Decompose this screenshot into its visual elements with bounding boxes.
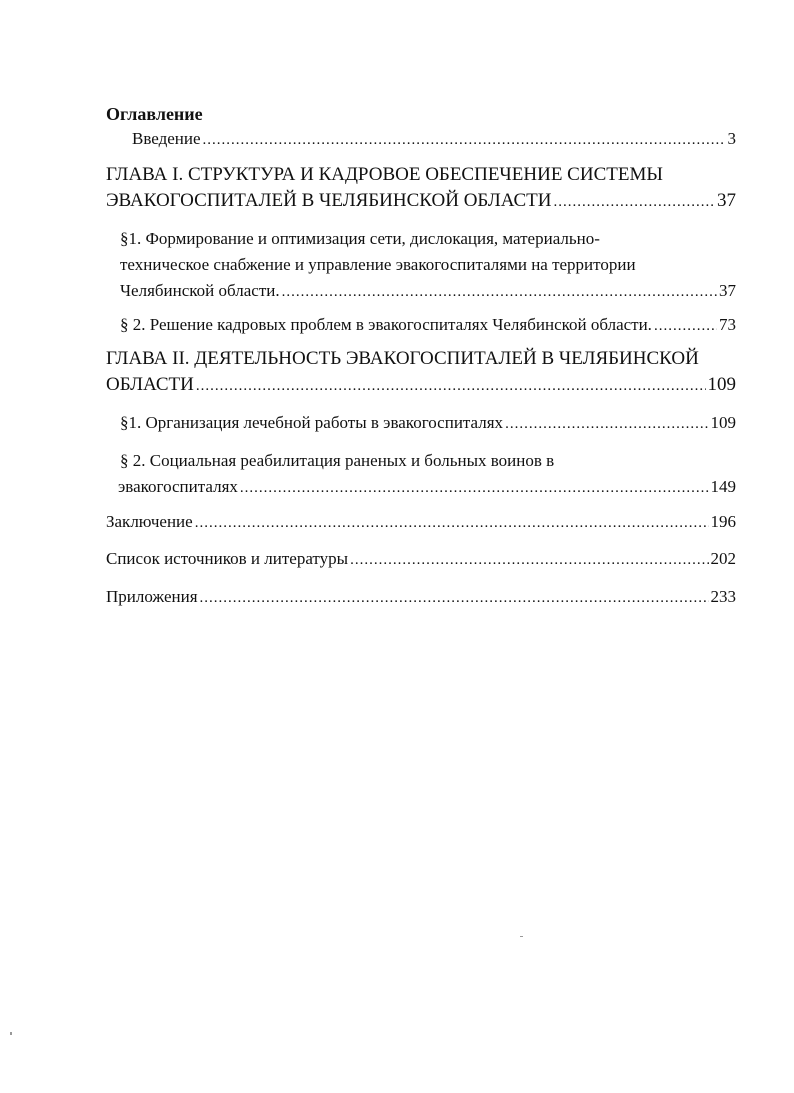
toc-entry-conclusion[interactable] <box>106 509 736 536</box>
toc-entry-section-2-2[interactable] <box>120 448 736 501</box>
toc-entry-title: Заключение <box>106 512 193 531</box>
toc-entry-section-1-1[interactable] <box>120 226 736 305</box>
toc-page-number: 149 <box>710 477 736 496</box>
toc-entry-introduction[interactable] <box>132 126 736 153</box>
toc-leader-dots <box>195 509 709 536</box>
toc-page-number: 109 <box>707 374 736 395</box>
toc-page-number: 202 <box>710 549 736 568</box>
toc-entry-title-line: ГЛАВА I. СТРУКТУРА И КАДРОВОЕ ОБЕСПЕЧЕНИЕ СИСТЕМЫ <box>106 164 663 185</box>
toc-entry-title-line: §1. Формирование и оптимизация сети, дислокация, материально- <box>120 229 600 248</box>
toc-page-number: 233 <box>710 587 736 606</box>
toc-leader-dots <box>505 410 708 437</box>
toc-entry-bibliography[interactable] <box>106 546 736 573</box>
toc-entry-section-2-1[interactable] <box>120 410 736 437</box>
toc-page-number: 73 <box>719 315 736 334</box>
toc-leader-dots <box>196 372 706 399</box>
toc-leader-dots <box>240 474 709 501</box>
toc-entry-title-line: эвакогоспиталях <box>118 477 238 496</box>
toc-entry-title-line: ЭВАКОГОСПИТАЛЕЙ В ЧЕЛЯБИНСКОЙ ОБЛАСТИ <box>106 190 552 211</box>
toc-entry-title-line: техническое снабжение и управление эвакогоспиталями на территории <box>120 255 636 274</box>
toc-entry-title: Введение <box>132 129 201 148</box>
scan-speck <box>10 1032 12 1035</box>
toc-leader-dots <box>654 312 717 339</box>
toc-leader-dots <box>554 188 715 215</box>
toc-page-number: 3 <box>727 129 736 148</box>
toc-entry-title-line: § 2. Социальная реабилитация раненых и больных воинов в <box>120 451 555 470</box>
toc-entry-section-1-2[interactable] <box>120 312 736 339</box>
toc-entry-title: Приложения <box>106 587 198 606</box>
toc-heading: Оглавление <box>106 104 203 124</box>
toc-leader-dots <box>200 584 709 611</box>
toc-leader-dots <box>282 278 717 305</box>
toc-page-number: 37 <box>719 281 736 300</box>
toc-page-number: 37 <box>717 190 736 211</box>
toc-entry-title-line: Челябинской области. <box>120 281 280 300</box>
toc-entry-appendices[interactable] <box>106 584 736 611</box>
toc-leader-dots <box>203 126 726 153</box>
toc-page-number: 196 <box>710 512 736 531</box>
toc-page-number: 109 <box>710 413 736 432</box>
toc-entry-title: §1. Организация лечебной работы в эвакогоспиталях <box>120 413 504 432</box>
toc-entry-title: Список источников и литературы <box>106 549 349 568</box>
toc-entry-title-line: ГЛАВА II. ДЕЯТЕЛЬНОСТЬ ЭВАКОГОСПИТАЛЕЙ В ЧЕЛЯБИНСКОЙ <box>106 348 699 369</box>
toc-entry-chapter-1[interactable] <box>106 162 736 215</box>
toc-leader-dots <box>350 546 708 573</box>
scan-speck <box>520 936 523 937</box>
toc-entry-title: § 2. Решение кадровых проблем в эвакогоспиталях Челябинской области. <box>120 315 652 334</box>
toc-entry-title-line: ОБЛАСТИ <box>106 374 194 395</box>
toc-entry-chapter-2[interactable] <box>106 346 736 399</box>
